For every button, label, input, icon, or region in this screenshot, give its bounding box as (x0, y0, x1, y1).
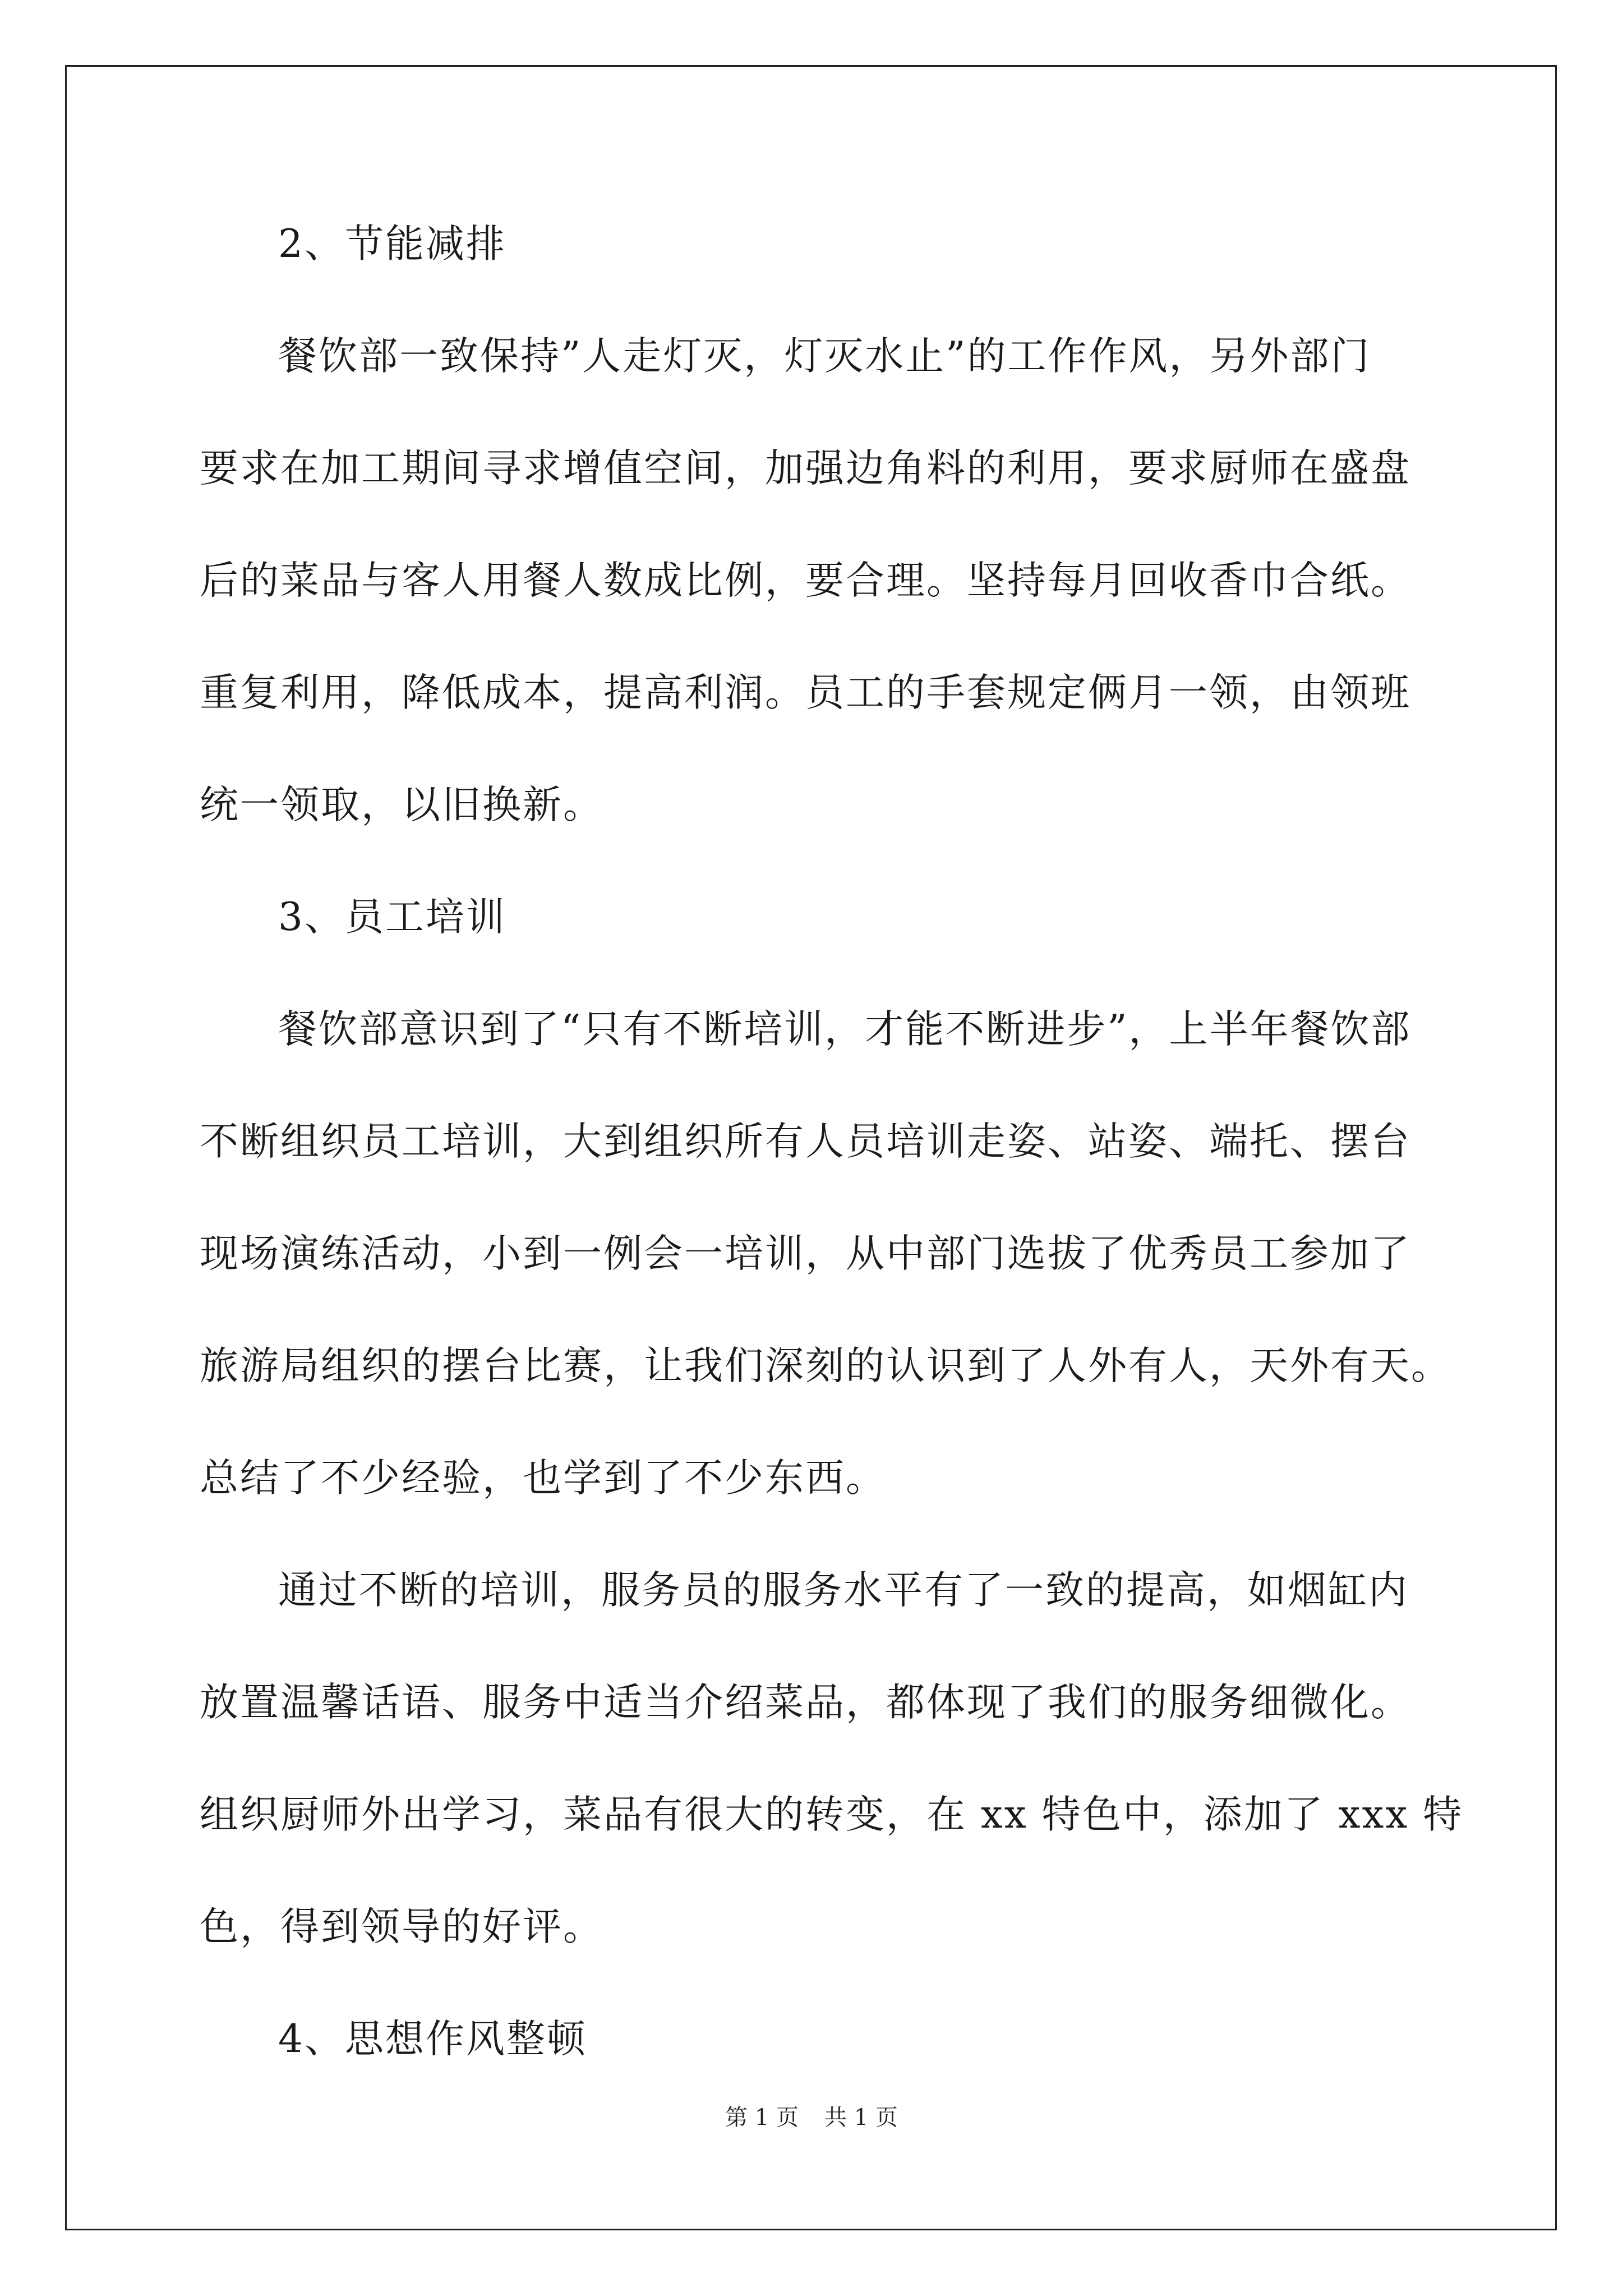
paragraph-line: 统一领取，以旧换新。 (200, 783, 603, 827)
paragraph-line: 色，得到领导的好评。 (200, 1904, 603, 1949)
paragraph-line: 餐饮部意识到了“只有不断培训，才能不断进步”，上半年餐饮部 (278, 1007, 1412, 1052)
paragraph-line: 现场演练活动，小到一例会一培训，从中部门选拔了优秀员工参加了 (200, 1231, 1411, 1276)
paragraph-line: 重复利用，降低成本，提高利润。员工的手套规定俩月一领，由领班 (200, 670, 1411, 715)
paragraph-line: 通过不断的培训，服务员的服务水平有了一致的提高，如烟缸内 (278, 1568, 1409, 1613)
section-heading: 4、思想作风整顿 (278, 2017, 587, 2062)
paragraph-line: 不断组织员工培训，大到组织所有人员培训走姿、站姿、端托、摆台 (200, 1119, 1411, 1164)
paragraph-line: 餐饮部一致保持”人走灯灭，灯灭水止”的工作作风，另外部门 (278, 334, 1371, 379)
page-footer (0, 2104, 1623, 2132)
section-heading: 3、员工培训 (278, 895, 506, 940)
paragraph-line: 总结了不少经验，也学到了不少东西。 (200, 1456, 886, 1501)
paragraph-line: 组织厨师外出学习，菜品有很大的转变，在 xx 特色中，添加了 xxx 特 (200, 1792, 1464, 1837)
paragraph-line: 放置温馨话语、服务中适当介绍菜品，都体现了我们的服务细微化。 (200, 1680, 1411, 1725)
page-total: 共 1 页 (824, 2105, 898, 2131)
paragraph-line: 要求在加工期间寻求增值空间，加强边角料的利用，要求厨师在盛盘 (200, 446, 1411, 491)
paragraph-line: 后的菜品与客人用餐人数成比例，要合理。坚持每月回收香巾合纸。 (200, 558, 1411, 603)
page-number: 第 1 页 (725, 2105, 799, 2131)
paragraph-line: 旅游局组织的摆台比赛，让我们深刻的认识到了人外有人，天外有天。 (200, 1343, 1451, 1388)
section-heading: 2、节能减排 (278, 222, 506, 266)
